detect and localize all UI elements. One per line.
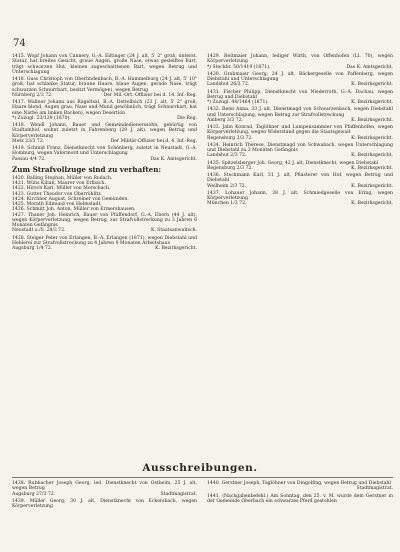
entry: [12, 123, 197, 144]
entry-footer-left: Weilheim 2/3 72.: [207, 183, 247, 189]
entry-footer-right: Das K. Amtsgericht.: [150, 156, 197, 162]
entry-footer-right: Der Militär-Offizier bei d. 4. Inf.-Reg.: [110, 138, 197, 144]
entry-footer-left: Landshut 26/3 72.: [207, 82, 250, 88]
entry-footer-right: Die Reg.: [177, 115, 197, 121]
entry-footer: [207, 153, 393, 158]
entry-footer: [12, 157, 197, 162]
entry-footer: [207, 486, 393, 491]
entry: [12, 77, 197, 98]
list-item: 1426. Schmitt Joh. Anton, Müller von Ermershausen.: [12, 207, 136, 213]
entry-footer-right: K. Bezirksgericht.: [155, 246, 197, 251]
entry-footer-right: K. Bezirksgericht.: [351, 201, 393, 207]
entry-footer-right: K. Bezirksgericht.: [351, 135, 393, 141]
entry-footer-left: Metz 23/3 72.: [12, 138, 45, 144]
entry-footer: [12, 93, 197, 98]
left-column: [12, 54, 197, 253]
entry: [207, 481, 393, 492]
list-item: 1423. Gutter Theodor von Oberröhlitz.: [12, 191, 103, 197]
entry-footer-left: *) Zuzugl. 23/129 (1870).: [12, 115, 71, 121]
entry-footer-right: K. Bezirksgericht.: [351, 82, 393, 88]
entry-text: 1436. Stockmann Karl, 31 J. alt, Pflasterer von Hof, wegen Betrug und Diebstahl: [207, 173, 393, 184]
entry: [12, 100, 197, 121]
entry-text: 1429. Reitmaier Johann, lediger Wirth, von Offenhofen (Ll. 70), wegen Körperverletzung: [207, 54, 393, 65]
entry-footer-left: Passau 4/4 72.: [12, 156, 46, 162]
section-heading: Zum Strafvollzuge sind zu verhaften:: [12, 164, 162, 174]
entry-footer: [12, 492, 197, 497]
entry: [207, 107, 393, 123]
entry-footer-right: Stadtmagistrat.: [160, 491, 197, 497]
entry-text: 1416. Guss Christoph von Oberlindenbach, B.-A. Hammelburg (24 J. alt, 5' 10" groß, hat schlanke Statur, braune Haare, blaue Augen, gerade Nase, trägt schwarzen Schnurrbart, besitzt Vermögen), wegen Betrug: [12, 77, 197, 93]
entry: [12, 499, 197, 510]
entry-footer: [207, 184, 393, 189]
entry-footer: [12, 246, 197, 251]
list-item: 1420. Balling Stephan, Müller von Rodach.: [12, 175, 113, 181]
entry-text: 1441. (Nachgabenbefehl.) Am Sonntag, den 25. v. M. wurde dem Gerstner in der Gemeinde Oberbach ein schwarzes Pferd gestohlen: [207, 493, 393, 504]
bottom-rule: [12, 477, 393, 478]
entry: [207, 54, 393, 70]
entry: [207, 72, 393, 88]
entry-text: 1430. Grabmaier Georg, 24 J. alt, Bäckergeselle von Paffenberg, wegen Diebstahl und Unterschlagung: [207, 71, 393, 82]
entry-text: 1427. Thaner Joh. Heinrich, Bauer von Pfaffendorf, G.-A. Ebern (44 J. alt), wegen Körperverletzung, wegen Betrug, zur Strafvollstreckung zu 3 Jahren 6 Monaten Gefängnis: [12, 212, 197, 228]
entry-text: 1438. Rubbacher Joseph Georg, led. Dienstknecht von Ostheim, 25 J. alt, wegen Betrug: [12, 481, 197, 492]
entry-text: 1437. Lohauer Johann, 38 J. alt, Schmiedgeselle von Ering, wegen Körperverletzung: [207, 190, 393, 201]
entry: [12, 54, 197, 75]
page-number: 74: [13, 38, 26, 49]
entry-footer-right: K. Bezirksgericht.: [351, 153, 393, 159]
entry-footer-right: K. Bezirksgericht.: [351, 117, 393, 123]
entry-footer: [12, 228, 197, 233]
entry-text: 1439. Müller Georg, 30 J. alt, Dienstknecht von Eckersbach, wegen Körperverletzung: [12, 498, 197, 509]
entry-footer: [12, 116, 197, 121]
list-item: 1424. Kirchner August, Schreiner von Gemünden.: [12, 196, 129, 202]
entry-footer-left: *) Zuzugl. 48/1464 (1871).: [207, 100, 269, 105]
entry-text: 1434. Heinrich Therese, Dienstmagd von Schwabach, wegen Unterschlagung und Diebstahl zu 3 Monaten Gefängnis: [207, 142, 393, 153]
entry-footer-left: Augsburg 1/4 72.: [12, 246, 53, 251]
entry: [12, 236, 197, 252]
entry-footer-left: Regensburg 3/3 72.: [207, 135, 253, 141]
entry-text: 1432. Renn Anna, 33 J. alt, Dienstmagd von Schwarzenbach, wegen Diebstahl und Unterschlagung, wegen Betrug zur Strafvollstreckung: [207, 107, 393, 118]
entry: [207, 90, 393, 106]
entry: [12, 481, 197, 497]
entry-footer-left: Regensburg 2/3 72.: [207, 165, 253, 171]
entry-footer-right: K. Bezirksgericht.: [351, 165, 393, 171]
entry-footer-left: Nürnberg 2/3 72.: [12, 92, 53, 98]
entry-footer-right: K. Bezirksgericht.: [351, 183, 393, 189]
entry-footer: [207, 65, 393, 70]
entry: [12, 146, 197, 162]
entry-footer: [207, 118, 393, 123]
entry-footer-left: Neustadt a./S. 28/3 72.: [12, 228, 66, 234]
entry-footer-right: K. Bezirksgericht.: [351, 100, 393, 105]
entry-text: 1435. Spitzelsberger Joh. Georg, 42 J. alt, Dienstknecht, wegen Diebstahl: [207, 160, 379, 166]
entry-footer-right: Der Mil.-Ort.-Offizier bei d. 14. Inf.-Reg.: [103, 92, 197, 98]
bottom-heading: Ausschreibungen.: [142, 462, 258, 474]
entry-footer: [207, 201, 393, 206]
entry: [207, 125, 393, 141]
entry-footer-left: *) Steckbr. 50/1419 (1871).: [207, 64, 271, 70]
list-item: 1422. Hirsch Karl, Müller von Morschach.: [12, 186, 111, 192]
entry-footer: [207, 100, 393, 105]
entry: [207, 191, 393, 207]
entry-text: 1415. Wopf Johann von Cannery, G.-A. Eiltinger (24 J. alt, 5' 2" groß, unterst. Statur, hat breites Gesicht, graue Augen, große Nase, etwas gesleiftes Bart, trägt schwarzen Hut, kleinen zugeschnittenen Bart, wegen Betrug und Unterschlagung: [12, 54, 197, 75]
entry-footer-left: München 1/3 72.: [207, 201, 247, 207]
entry-footer-left: Augsburg 27/3 72.: [12, 491, 56, 497]
entry-footer-right: K. Staatsanwaltsch.: [150, 228, 197, 234]
list-item: 1425. Morath Edmund von Helmstadt.: [12, 202, 102, 207]
entry: [207, 143, 393, 159]
entry-footer: [207, 166, 393, 171]
entry: [207, 161, 393, 172]
entry-footer: [207, 136, 393, 141]
list-item: 1421. Wühs Kilian, Maurer von Erlbach.: [12, 181, 106, 186]
entry-footer-left: Landshut 2/3 72.: [207, 153, 247, 159]
entry-footer-right: Stadtmagistrat.: [356, 486, 393, 492]
entry: [207, 173, 393, 189]
bottom-left-column: [12, 481, 197, 511]
entry-footer: [12, 139, 197, 144]
right-column: [207, 54, 393, 209]
entry-text: 1433. Jahn Konrad, Taglöhner und Lumpensammler von Pfaffenhofen, wegen Körperverletzung, wegen Widerstand gegen die Staatsgewalt: [207, 125, 393, 136]
entry-footer-left: Amberg 3/3 72.: [207, 117, 244, 123]
bottom-right-column: [207, 481, 393, 506]
entry-text: 1419. Schmid Franz, Dienstknecht von Schönberg, zuletzt in Neustadt, G.-A. Homburg, wegen Vatermord und Unterschlagung: [12, 146, 197, 157]
entry-footer-right: Das K. Amtsgericht.: [346, 64, 393, 70]
entry-text: 1418. Wendl Johann, Bauer und Gemeindedienerssohn, gebürtig von Stadtamhof, wohnt zuletzt in Fahrenberg (29 J. alt), wegen Betrug und Körperverletzung: [12, 123, 197, 139]
entry-text: 1440. Gerstner Joseph, Taglöhner von Dingolfing, wegen Betrug und Diebstahl: [207, 481, 391, 486]
entry: [12, 213, 197, 234]
entry-footer: [207, 82, 393, 87]
entry-text: 1431. Fischer Philipp, Dienstknecht von Niederroth, G.-A. Dachau, wegen Betrug und Diebstahl: [207, 89, 393, 100]
entry: [207, 494, 393, 505]
entry-text: 1428. Steiger Peter von Erlangen, B.-A. Erlangen (1871), wegen Diebstahl und Hehlerei zur Strafvollstreckung zu 4 Jahren 9 Monaten Arbeitshaus: [12, 235, 197, 246]
entry-text: 1417. Wallner Johann aus Rageltsal, B.-A. Dettelbach (23 J. alt, 5' 2" groß, Haare blond, Augen grau, Nase und Mund gewöhnlich, trägt Schnurrbart, hat eine Narbe am linken Backen), wegen Desertion: [12, 100, 197, 116]
